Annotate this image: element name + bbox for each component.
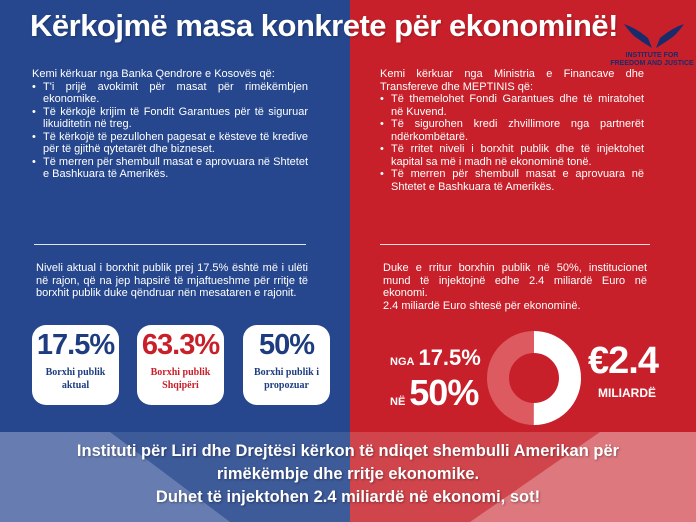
left-intro: Kemi kërkuar nga Banka Qendrore e Kosovës që: <box>32 68 275 80</box>
injection-amount: €2.4 <box>588 340 658 382</box>
footer-line2: rimëkëmbje dhe rritje ekonomike. <box>216 465 480 483</box>
list-item: • Të merren për shembull masat e aprovuara në Shtetet e Bashkuara të Amerikës. <box>380 168 644 193</box>
page-title: Kërkojmë masa konkrete për ekonominë! <box>30 8 618 43</box>
stat-label <box>137 366 224 392</box>
list-item: • Të sigurohen kredi zhvillimore nga partnerët ndërkombëtarë. <box>380 118 644 143</box>
right-demand-list <box>380 93 644 193</box>
logo-text-line2: FREEDOM AND JUSTICE <box>610 60 694 67</box>
logo-text <box>610 52 694 68</box>
list-item: • T'i prijë avokimit për masat për rimëkëmbjen ekonomike. <box>32 81 308 106</box>
list-item: • Të merren për shembull masat e aprovuara në Shtetet e Bashkuara të Amerikës. <box>32 156 308 181</box>
to-label: NË <box>390 396 406 408</box>
footer-line1: Instituti për Liri dhe Drejtësi kërkon të ndiqet shembulli Amerikan për <box>76 442 620 460</box>
logo-text-line1: INSTITUTE FOR <box>625 52 679 59</box>
right-intro: Kemi kërkuar nga Ministria e Financave dhe Transfereve dhe MEPTINIS që: <box>380 68 644 93</box>
right-debt-text <box>383 262 647 312</box>
left-divider <box>34 244 306 245</box>
stat-label <box>32 366 119 392</box>
debt-donut-chart <box>484 328 584 428</box>
injection-unit: MILIARDË <box>598 386 656 400</box>
stat-label-line2: Shqipëri <box>162 380 199 391</box>
left-debt-paragraph: Niveli aktual i borxhit publik prej 17.5% është më i ulëti në rajon, që na jep hapsirë të mjaftueshme për rritje të borxhit publik duke qëndruar nën mesataren e rajonit. <box>36 262 308 299</box>
footer-message <box>20 440 676 509</box>
from-debt-row <box>390 345 481 371</box>
stat-card-current-debt <box>32 325 119 405</box>
to-debt-row <box>390 372 478 414</box>
list-item: • Të kërkojë krijim të Fondit Garantues për të siguruar likuiditetin në treg. <box>32 106 308 131</box>
left-demands <box>32 68 308 181</box>
stat-label <box>243 366 330 392</box>
right-divider <box>380 244 650 245</box>
footer-line3: Duhet të injektohen 2.4 miliardë në ekonomi, sot! <box>155 488 541 506</box>
stat-card-proposed-debt <box>243 325 330 405</box>
stat-value: 63.3% <box>141 329 220 361</box>
right-demands <box>380 68 644 193</box>
from-label: NGA <box>390 356 415 368</box>
right-debt-paragraph-1: Duke e rritur borxhin publik në 50%, institucionet mund të injektojnë edhe 2.4 miliardë Euro në ekonomi. <box>383 262 647 299</box>
stat-value: 17.5% <box>36 329 115 361</box>
stat-label-line2: aktual <box>61 380 90 391</box>
stat-label-line2: propozuar <box>264 380 309 391</box>
left-debt-text <box>36 262 308 300</box>
list-item: • Të themelohet Fondi Garantues dhe të miratohet në Kuvend. <box>380 93 644 118</box>
stat-card-albania-debt <box>137 325 224 405</box>
left-demand-list <box>32 81 308 181</box>
to-value: 50% <box>409 372 479 413</box>
stat-value: 50% <box>258 329 315 361</box>
list-item: • Të rritet niveli i borxhit publik dhe të injektohet kapital sa më i madh në ekonominë tonë. <box>380 143 644 168</box>
right-debt-paragraph-2: 2.4 miliardë Euro shtesë për ekonominë. <box>383 299 581 312</box>
stat-label-line1: Borxhi publik <box>150 367 211 378</box>
stat-label-line1: Borxhi publik i <box>253 367 320 378</box>
list-item: • Të kërkojë të pezullohen pagesat e kësteve të kredive për të gjithë qytetarët dhe bizneset. <box>32 131 308 156</box>
stat-label-line1: Borxhi publik <box>45 367 106 378</box>
from-value: 17.5% <box>418 345 481 370</box>
